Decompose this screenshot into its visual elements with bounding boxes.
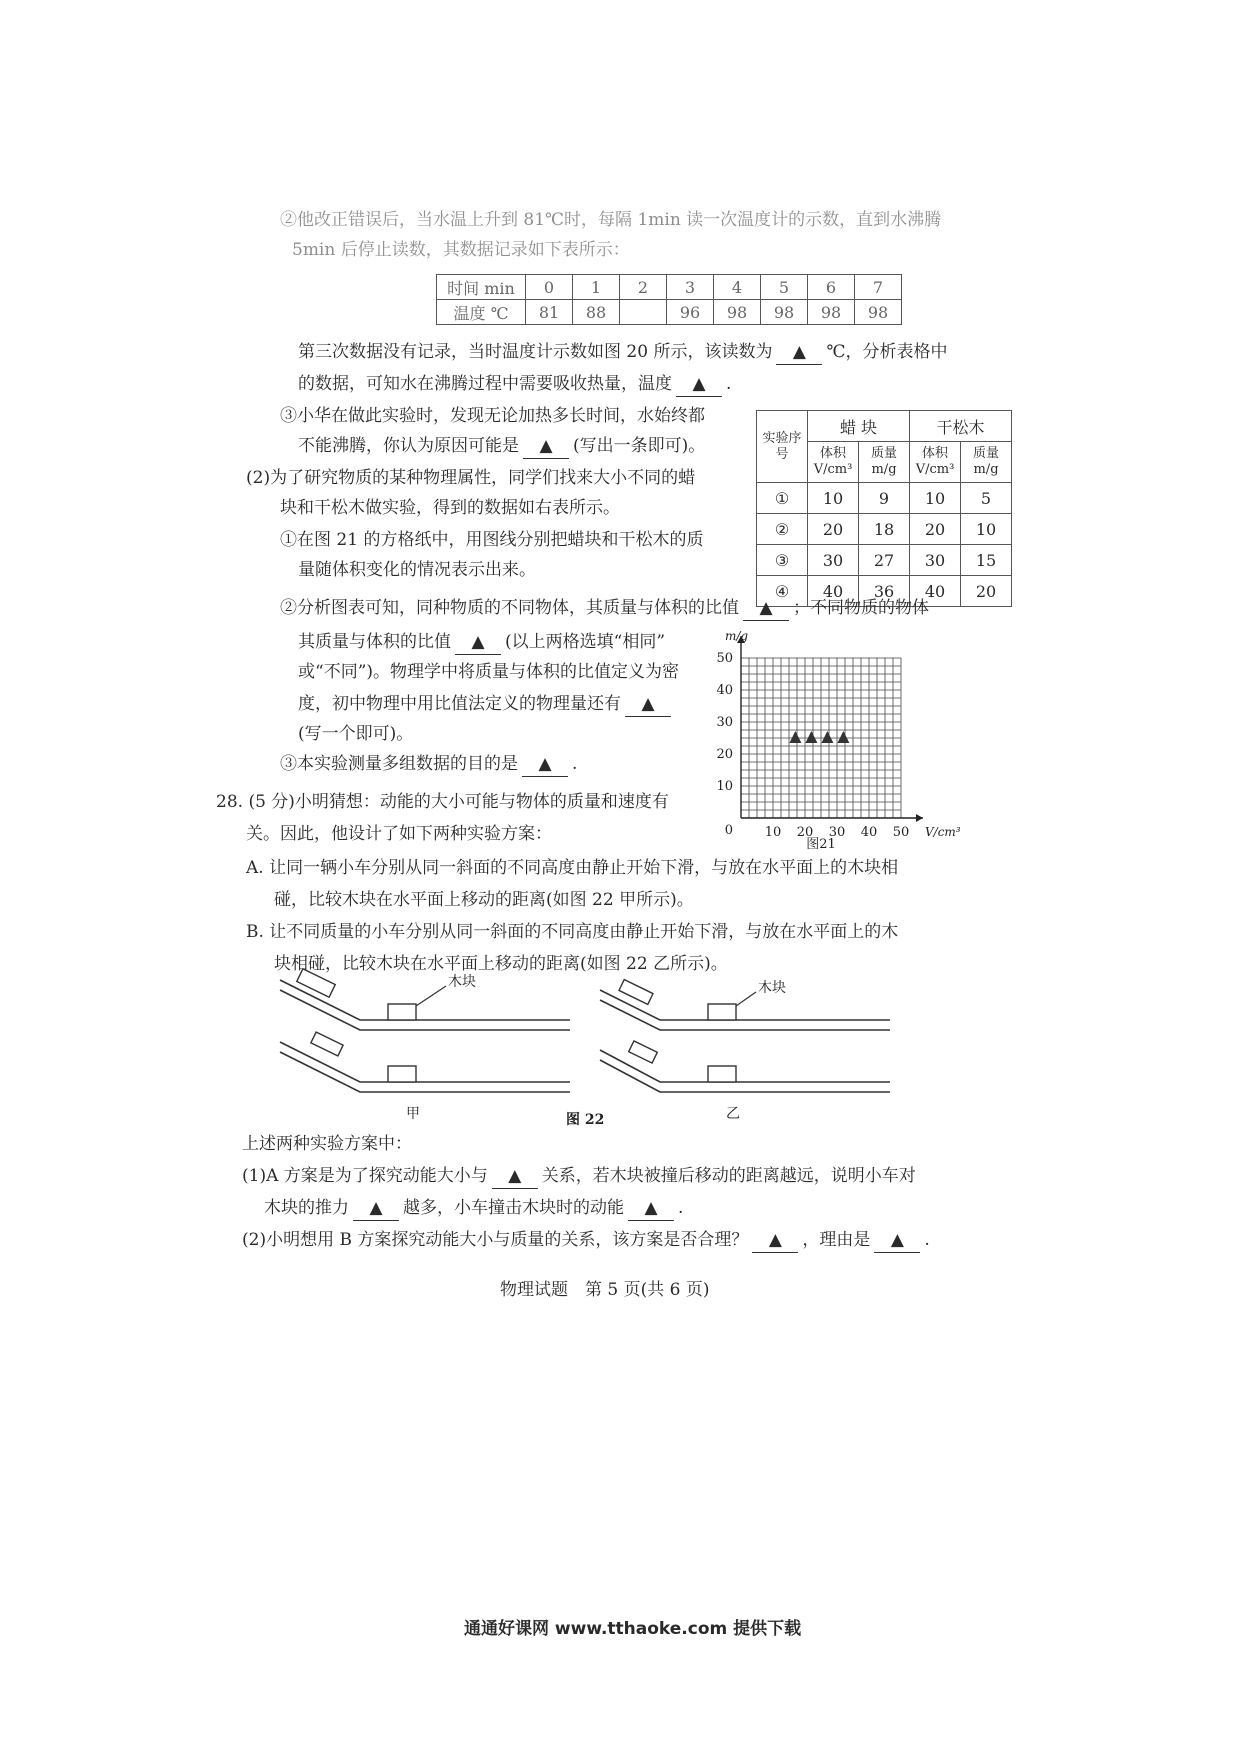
table-cell: 5: [961, 483, 1012, 514]
x-tick-label: 10: [764, 825, 782, 840]
answer-blank[interactable]: ▲: [743, 596, 789, 621]
placeholder-triangle-icon: [789, 731, 801, 743]
figure-21-grid-chart: [705, 628, 961, 852]
x-axis-arrow: [916, 814, 923, 822]
paragraph-line: [298, 630, 665, 655]
paragraph-line: [264, 1196, 683, 1221]
answer-blank[interactable]: ▲: [625, 692, 671, 717]
table-cell: 10: [808, 483, 859, 514]
table-row: [757, 545, 1012, 576]
paragraph-line: [298, 340, 947, 365]
y-axis-label: m/g: [725, 629, 749, 643]
paragraph-line: ②他改正错误后，当水温上升到 81℃时，每隔 1min 读一次温度计的示数，直到水沸腾: [280, 210, 942, 230]
answer-blank[interactable]: ▲: [676, 372, 722, 397]
table-cell: 体积 V/cm³: [910, 442, 961, 483]
table-row: [757, 483, 1012, 514]
table-cell: 88: [573, 300, 620, 325]
table-cell: 98: [808, 300, 855, 325]
answer-blank[interactable]: ▲: [874, 1228, 920, 1253]
paragraph-line: 块相碰，比较木块在水平面上移动的距离(如图 22 乙所示)。: [274, 954, 728, 974]
text-span: (写出一条即可)。: [573, 436, 706, 456]
temperature-table: [436, 274, 902, 325]
y-tick-label: 50: [716, 651, 733, 666]
wood-label: 木块: [448, 974, 476, 990]
paragraph-line: 碰，比较木块在水平面上移动的距离(如图 22 甲所示)。: [274, 890, 694, 910]
table-cell: 3: [667, 275, 714, 300]
table-cell: 98: [761, 300, 808, 325]
paragraph-line: 块和干松木做实验，得到的数据如右表所示。: [280, 498, 620, 518]
paragraph-line: A. 让同一辆小车分别从同一斜面的不同高度由静止开始下滑，与放在水平面上的木块相: [246, 858, 899, 878]
material-table: [756, 410, 1012, 607]
table-cell: ④: [757, 576, 808, 607]
table-cell: 2: [620, 275, 667, 300]
text-span: .: [678, 1198, 684, 1218]
table-cell: 18: [859, 514, 910, 545]
answer-blank[interactable]: ▲: [776, 340, 822, 365]
paragraph-line: [280, 596, 929, 621]
text-span: ③本实验测量多组数据的目的是: [280, 754, 518, 774]
placeholder-triangle-icon: [821, 731, 833, 743]
page-footer: 物理试题 第 5 页(共 6 页): [500, 1280, 710, 1300]
placeholder-triangle-icon: [837, 731, 849, 743]
table-cell: 98: [855, 300, 902, 325]
x-tick-label: 40: [860, 825, 878, 840]
paragraph-line: 5min 后停止读数，其数据记录如下表所示：: [292, 240, 630, 260]
text-span: ℃，分析表格中: [826, 342, 948, 362]
paragraph-line: 或“不同”)。物理学中将质量与体积的比值定义为密: [298, 662, 680, 682]
x-tick-label: 20: [796, 825, 814, 840]
paragraph-line: [280, 752, 577, 777]
table-cell: 27: [859, 545, 910, 576]
paragraph-line: 关。因此，他设计了如下两种实验方案：: [246, 824, 552, 844]
text-span: (1)A 方案是为了探究动能大小与: [242, 1166, 488, 1186]
paragraph-line: [298, 434, 705, 459]
paragraph-line: (写一个即可)。: [298, 724, 414, 744]
text-span: .: [572, 754, 578, 774]
table-cell: 10: [961, 514, 1012, 545]
answer-blank[interactable]: ▲: [523, 434, 569, 459]
paragraph-line: 上述两种实验方案中：: [242, 1134, 412, 1154]
wood-block-icon: [388, 1004, 736, 1082]
text-span: ；不同物质的物体: [793, 598, 929, 618]
table-cell: 40: [808, 576, 859, 607]
table-cell: 30: [910, 545, 961, 576]
table-cell: 10: [910, 483, 961, 514]
figure-label-yi: 乙: [726, 1106, 740, 1122]
table-row: [437, 275, 902, 300]
origin-label: 0: [724, 823, 733, 838]
table-cell: 6: [808, 275, 855, 300]
figure-22-incline-diagram: [270, 970, 910, 1130]
table-cell: 7: [855, 275, 902, 300]
table-cell: 98: [714, 300, 761, 325]
text-span: 关系，若木块被撞后移动的距离越远，说明小车对: [541, 1166, 916, 1186]
paragraph-line: 量随体积变化的情况表示出来。: [298, 560, 536, 580]
paragraph-line: ③小华在做此实验时，发现无论加热多长时间，水始终都: [280, 406, 705, 426]
table-cell: 干松木: [910, 411, 1012, 442]
table-cell: 9: [859, 483, 910, 514]
answer-blank[interactable]: ▲: [628, 1196, 674, 1221]
placeholder-triangle-icon: [805, 731, 817, 743]
paragraph-line: [298, 692, 675, 717]
table-cell: 0: [526, 275, 573, 300]
table-cell: 30: [808, 545, 859, 576]
answer-blank[interactable]: ▲: [522, 752, 568, 777]
table-cell: 5: [761, 275, 808, 300]
text-span: 其质量与体积的比值: [298, 632, 451, 652]
table-cell: [620, 300, 667, 325]
text-span: 度，初中物理中用比值法定义的物理量还有: [298, 694, 621, 714]
paragraph-line: ①在图 21 的方格纸中，用图线分别把蜡块和干松木的质: [280, 530, 704, 550]
answer-blank[interactable]: ▲: [455, 630, 501, 655]
table-row: [437, 300, 902, 325]
wood-label: 木块: [758, 980, 786, 996]
table-cell: 蜡 块: [808, 411, 910, 442]
table-row: [757, 411, 1012, 442]
table-cell: 质量 m/g: [859, 442, 910, 483]
text-span: ，理由是: [802, 1230, 871, 1250]
figure-caption: 图 22: [566, 1112, 605, 1128]
text-span: (以上两格选填“相同”: [505, 632, 666, 652]
table-cell: 15: [961, 545, 1012, 576]
table-cell: ②: [757, 514, 808, 545]
table-cell: 质量 m/g: [961, 442, 1012, 483]
answer-blank[interactable]: ▲: [353, 1196, 399, 1221]
text-span: 木块的推力: [264, 1198, 349, 1218]
y-tick-label: 20: [716, 747, 733, 762]
table-cell: 体积 V/cm³: [808, 442, 859, 483]
text-span: 第三次数据没有记录，当时温度计示数如图 20 所示，该读数为: [298, 342, 773, 362]
table-cell: 实验序号: [757, 411, 808, 483]
answer-blank[interactable]: ▲: [492, 1164, 538, 1189]
paragraph-line: [298, 372, 731, 397]
text-span: .: [924, 1230, 930, 1250]
x-tick-label: 30: [828, 825, 846, 840]
text-span: .: [726, 374, 732, 394]
x-tick-label: 50: [892, 825, 910, 840]
table-cell: 时间 min: [437, 275, 526, 300]
paragraph-line: 28. (5 分)小明猜想：动能的大小可能与物体的质量和速度有: [216, 792, 669, 812]
table-cell: ③: [757, 545, 808, 576]
y-tick-label: 40: [716, 683, 733, 698]
x-axis-label: V/cm³: [925, 825, 961, 839]
text-span: 不能沸腾，你认为原因可能是: [298, 436, 519, 456]
table-cell: 20: [961, 576, 1012, 607]
paragraph-line: [242, 1228, 930, 1253]
table-cell: 81: [526, 300, 573, 325]
y-tick-label: 10: [716, 779, 733, 794]
y-tick-label: 30: [716, 715, 733, 730]
figure-caption: 图21: [806, 837, 836, 852]
table-cell: 20: [808, 514, 859, 545]
table-cell: 1: [573, 275, 620, 300]
table-cell: ①: [757, 483, 808, 514]
answer-blank[interactable]: ▲: [752, 1228, 798, 1253]
text-span: 的数据，可知水在沸腾过程中需要吸收热量，温度: [298, 374, 672, 394]
table-cell: 20: [910, 514, 961, 545]
table-cell: 36: [859, 576, 910, 607]
watermark-text: 通通好课网 www.tthaoke.com 提供下载: [464, 1619, 802, 1639]
table-cell: 40: [910, 576, 961, 607]
text-span: (2)小明想用 B 方案探究动能大小与质量的关系，该方案是否合理？: [242, 1230, 749, 1250]
paragraph-line: B. 让不同质量的小车分别从同一斜面的不同高度由静止开始下滑，与放在水平面上的木: [246, 922, 899, 942]
table-row: [757, 514, 1012, 545]
text-span: 越多，小车撞击木块时的动能: [403, 1198, 624, 1218]
paragraph-line: [242, 1164, 916, 1189]
table-cell: 4: [714, 275, 761, 300]
table-cell: 温度 ℃: [437, 300, 526, 325]
paragraph-line: (2)为了研究物质的某种物理属性，同学们找来大小不同的蜡: [246, 468, 696, 488]
table-cell: 96: [667, 300, 714, 325]
text-span: ②分析图表可知，同种物质的不同物体，其质量与体积的比值: [280, 598, 739, 618]
figure-label-jia: 甲: [406, 1106, 420, 1122]
